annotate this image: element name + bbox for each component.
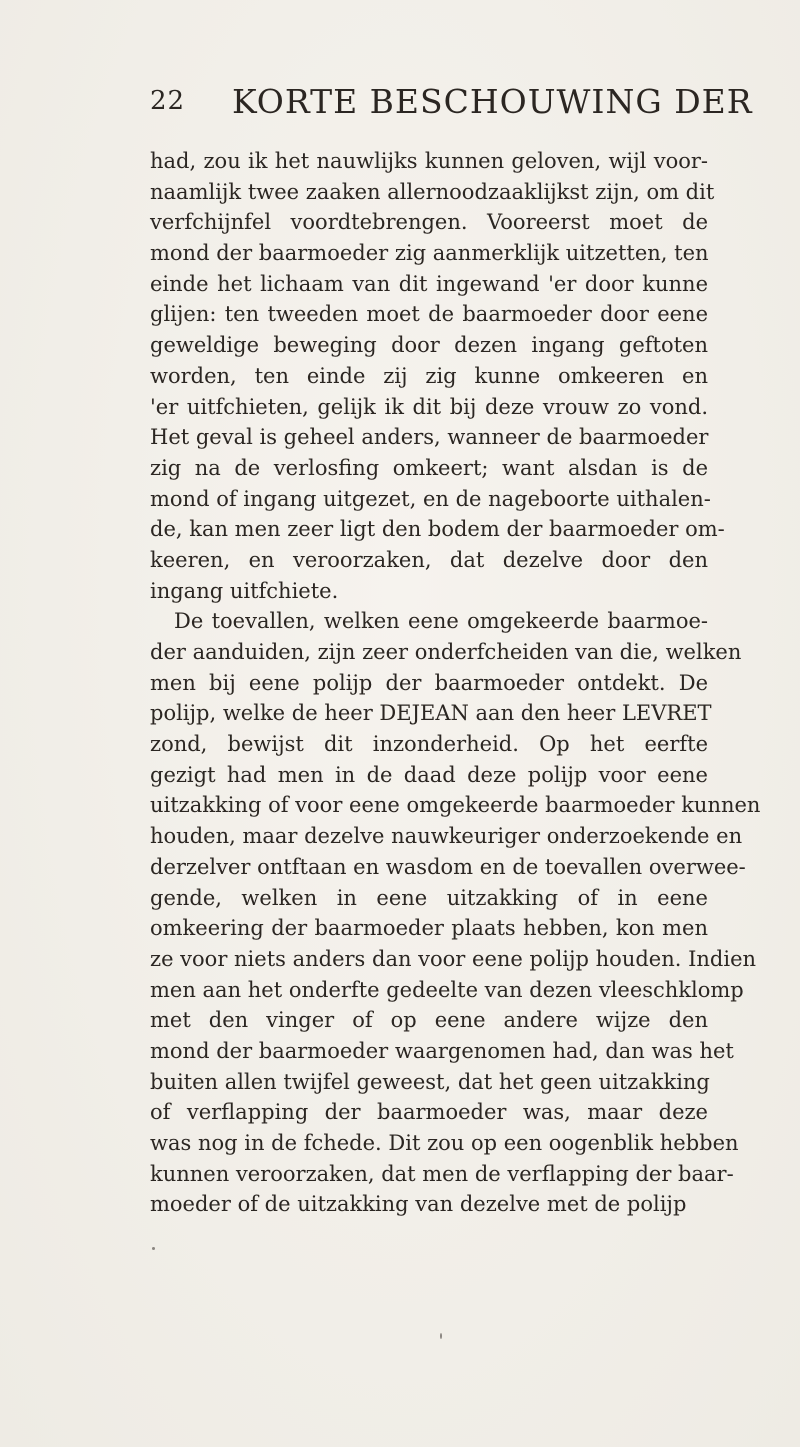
text-line: De toevallen, welken eene omgekeerde baarmoe-	[174, 609, 708, 634]
text-line: met den vinger of op eene andere wijze den	[150, 1008, 708, 1033]
text-line: mond der baarmoeder waargenomen had, dan was het	[150, 1038, 734, 1063]
text-line: was nog in de fchede. Dit zou op een oogenblik hebben	[150, 1131, 739, 1155]
text-line: zond, bewijst dit inzonderheid. Op het eerfte	[150, 732, 708, 757]
paper-speck	[440, 1333, 442, 1339]
text-line: had, zou ik het nauwlijks kunnen geloven, wijl voor-	[150, 149, 708, 173]
text-line: zig na de verlosfing omkeert; want alsdan is de	[150, 455, 708, 480]
text-line: ingang uitfchiete.	[150, 578, 339, 603]
text-line: derzelver ontftaan en wasdom en de toevallen overwee-	[150, 854, 746, 879]
text-line: glijen: ten tweeden moet de baarmoeder door eene	[150, 302, 708, 327]
page-header	[150, 82, 753, 126]
text-line: worden, ten einde zij zig kunne omkeeren en	[150, 363, 708, 388]
text-line: houden, maar dezelve nauwkeuriger onderzoekende en	[150, 824, 743, 849]
text-line: mond der baarmoeder zig aanmerklijk uitzetten, ten	[150, 241, 709, 266]
paper-speck	[152, 1247, 155, 1250]
page-number: 22	[150, 86, 186, 116]
text-line: moeder of de uitzakking van dezelve met de polijp	[150, 1192, 687, 1217]
text-line: 'er uitfchieten, gelijk ik dit bij deze vrouw zo vond.	[150, 394, 708, 419]
text-line: de, kan men zeer ligt den bodem der baarmoeder om-	[150, 517, 725, 542]
text-line: kunnen veroorzaken, dat men de verflapping der baar-	[150, 1161, 734, 1186]
text-line: buiten allen twijfel geweest, dat het geen uitzakking	[150, 1069, 710, 1094]
text-line: ze voor niets anders dan voor eene polijp houden. Indien	[150, 946, 757, 971]
text-line: geweldige beweging door dezen ingang geftoten	[150, 333, 708, 358]
text-line: naamlijk twee zaaken allernoodzaaklijkst zijn, om dit	[150, 179, 715, 204]
text-line: einde het lichaam van dit ingewand 'er door kunne	[150, 271, 708, 296]
text-line: polijp, welke de heer DEJEAN aan den heer LEVRET	[150, 701, 712, 726]
text-line: of verflapping der baarmoeder was, maar deze	[150, 1100, 708, 1125]
text-line: keeren, en veroorzaken, dat dezelve door den	[150, 547, 708, 572]
text-line: Het geval is geheel anders, wanneer de baarmoeder	[150, 425, 709, 450]
text-line: men bij eene polijp der baarmoeder ontdekt. De	[150, 670, 708, 695]
text-line: uitzakking of voor eene omgekeerde baarmoeder kunnen	[150, 793, 761, 818]
text-line: mond of ingang uitgezet, en de nageboorte uithalen-	[150, 486, 711, 511]
text-line: verfchijnfel voordtebrengen. Vooreerst moet de	[150, 210, 708, 235]
running-head: KORTE BESCHOUWING DER	[232, 82, 753, 121]
text-line: men aan het onderfte gedeelte van dezen vleeschklomp	[150, 977, 744, 1002]
text-line: gende, welken in eene uitzakking of in eene	[150, 885, 708, 910]
text-line: omkeering der baarmoeder plaats hebben, kon men	[150, 916, 708, 941]
text-line: gezigt had men in de daad deze polijp voor eene	[150, 762, 708, 787]
body-text	[150, 146, 761, 1220]
text-line: der aanduiden, zijn zeer onderfcheiden van die, welken	[150, 640, 742, 664]
